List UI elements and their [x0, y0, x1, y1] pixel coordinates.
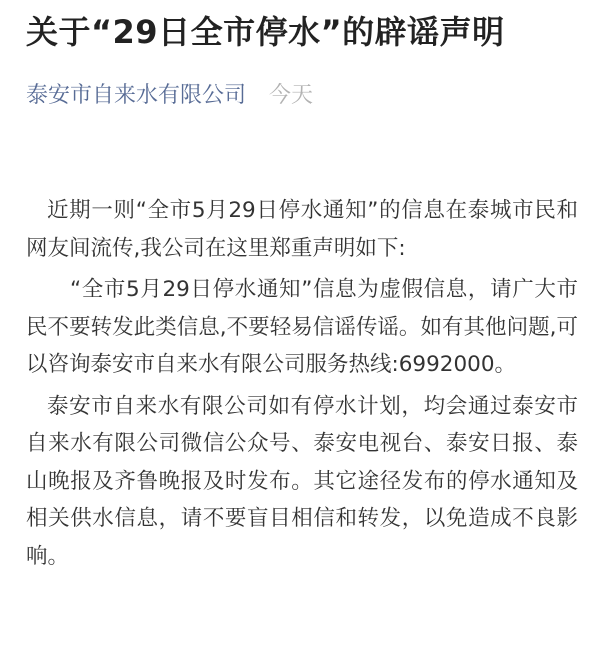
article-meta: [26, 80, 313, 112]
paragraph-notice: 泰安市自来水有限公司如有停水计划，均会通过泰安市自来水有限公司微信公众号、泰安电视台、泰安日报、泰山晚报及齐鲁晚报及时发布。其它途径发布的停水通知及相关供水信息，请不要盲目相信和转发，以免造成不良影响。: [26, 393, 578, 569]
article-body: [26, 192, 578, 579]
paragraph-intro: 近期一则“全市5月29日停水通知”的信息在泰城市民和网友间流传,我公司在这里郑重声明如下:: [26, 198, 578, 261]
paragraph-statement: “全市5月29日停水通知”信息为虚假信息，请广大市民不要转发此类信息,不要轻易信谣传谣。如有其他问题,可以咨询泰安市自来水有限公司服务热线:6992000。: [26, 277, 578, 377]
publish-time: 今天: [269, 83, 314, 108]
author-link[interactable]: 泰安市自来水有限公司: [26, 83, 247, 108]
article-title: 关于“29日全市停水”的辟谣声明: [26, 13, 505, 51]
